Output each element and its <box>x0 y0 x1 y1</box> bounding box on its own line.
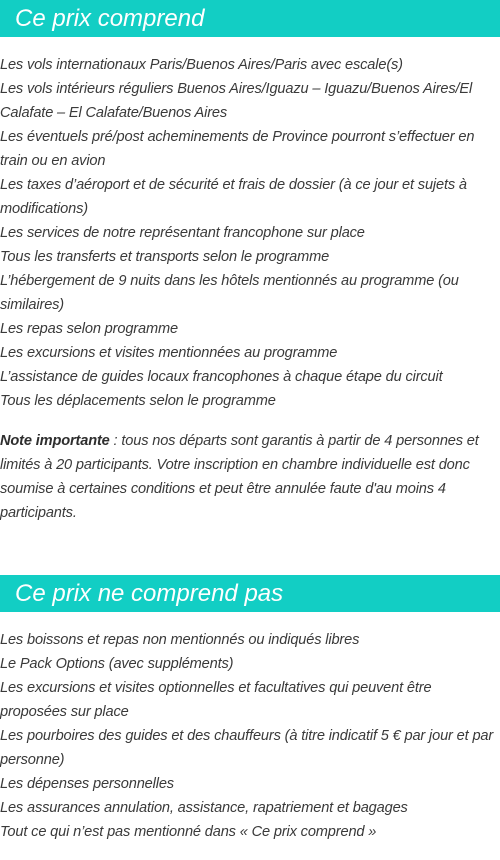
important-note <box>0 429 492 525</box>
list-item: L’assistance de guides locaux francophones à chaque étape du circuit <box>0 369 443 385</box>
list-item: Les taxes d’aéroport et de sécurité et frais de dossier (à ce jour et sujets à modifications) <box>0 177 467 217</box>
includes-header <box>0 0 500 37</box>
list-item: Les dépenses personnelles <box>0 776 174 792</box>
includes-title: Ce prix comprend <box>15 5 205 32</box>
excludes-list <box>0 628 497 844</box>
list-item: Les éventuels pré/post acheminements de Province pourront s’effectuer en train ou en avion <box>0 129 475 169</box>
includes-list <box>0 53 497 413</box>
note-text: : tous nos départs sont garantis à partir de 4 personnes et limités à 20 participants. Votre inscription en chambre individuelle est donc soumise à certaines conditions et peut être annulée faute d'au moins 4 participants. <box>0 433 479 521</box>
list-item: Les vols internationaux Paris/Buenos Aires/Paris avec escale(s) <box>0 57 403 73</box>
list-item: Tous les transferts et transports selon le programme <box>0 249 330 265</box>
list-item: Tout ce qui n’est pas mentionné dans « Ce prix comprend » <box>0 824 377 840</box>
list-item: Les vols intérieurs réguliers Buenos Aires/Iguazu – Iguazu/Buenos Aires/El Calafate – El Calafate/Buenos Aires <box>0 81 473 121</box>
list-item: L’hébergement de 9 nuits dans les hôtels mentionnés au programme (ou similaires) <box>0 273 459 313</box>
excludes-header <box>0 575 500 612</box>
list-item: Les boissons et repas non mentionnés ou indiqués libres <box>0 632 360 648</box>
list-item: Les pourboires des guides et des chauffeurs (à titre indicatif 5 € par jour et par personne) <box>0 728 494 768</box>
list-item: Les services de notre représentant francophone sur place <box>0 225 365 241</box>
list-item: Tous les déplacements selon le programme <box>0 393 276 409</box>
excludes-title: Ce prix ne comprend pas <box>15 580 284 607</box>
list-item: Les repas selon programme <box>0 321 178 337</box>
list-item: Les assurances annulation, assistance, rapatriement et bagages <box>0 800 408 816</box>
list-item: Les excursions et visites optionnelles et facultatives qui peuvent être proposées sur place <box>0 680 432 720</box>
note-label: Note importante <box>0 433 110 449</box>
list-item: Le Pack Options (avec suppléments) <box>0 656 234 672</box>
list-item: Les excursions et visites mentionnées au programme <box>0 345 338 361</box>
